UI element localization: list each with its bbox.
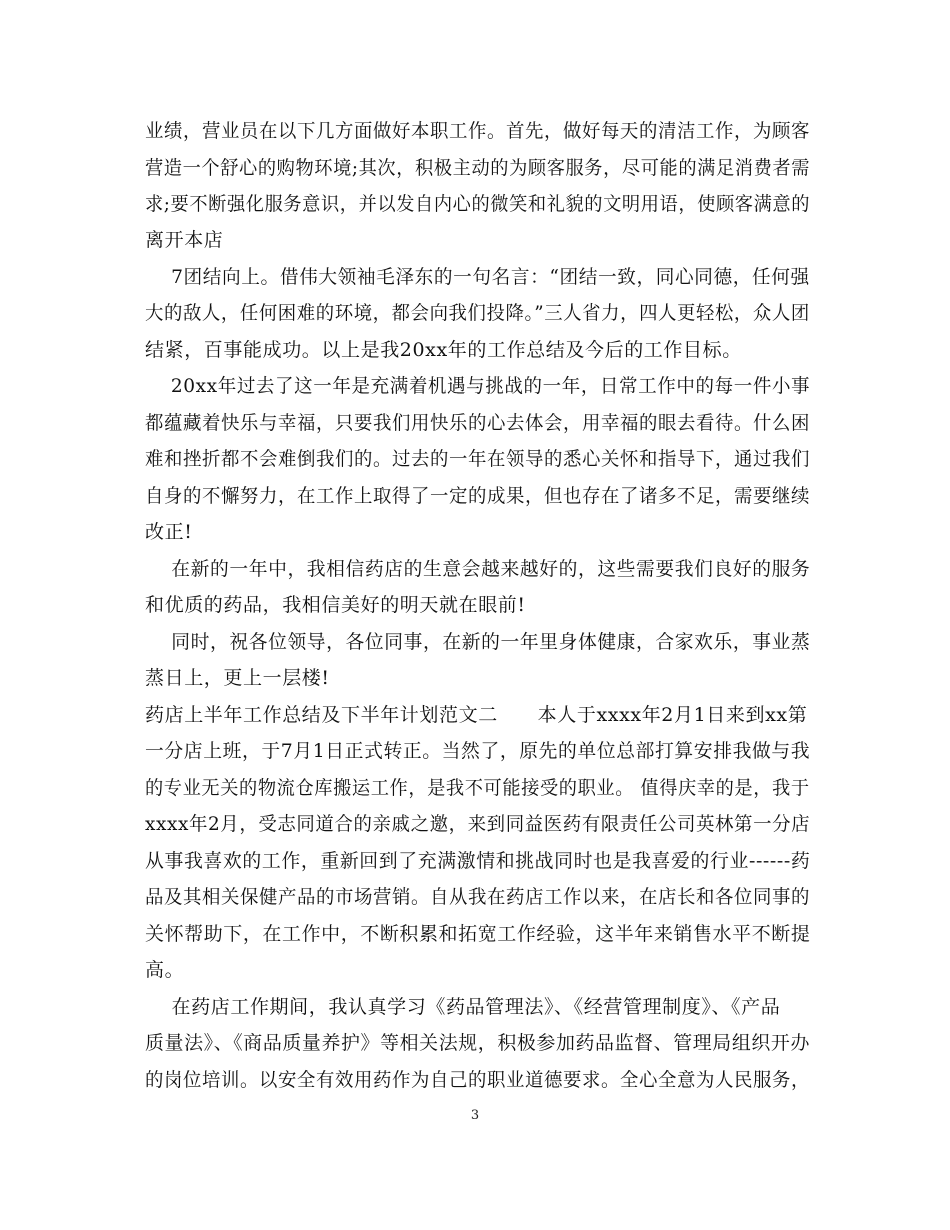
text-line: 求;要不断强化服务意识，并以发自内心的微笑和礼貌的文明用语，使顾客满意的 <box>145 193 811 215</box>
text-line: 品及其相关保健产品的市场营销。自从我在药店工作以来，在店长和各位同事的 <box>145 886 811 908</box>
text-line: 难和挫折都不会难倒我们的。过去的一年在领导的悉心关怀和指导下，通过我们 <box>145 448 811 470</box>
text-line: 的专业无关的物流仓库搬运工作，是我不可能接受的职业。 值得庆幸的是，我于 <box>145 777 810 799</box>
text-line: 自身的不懈努力，在工作上取得了一定的成果，但也存在了诸多不足，需要继续 <box>145 485 811 507</box>
text-line: 离开本店 <box>145 229 224 251</box>
text-line: 关怀帮助下，在工作中，不断积累和拓宽工作经验，这半年来销售水平不断提 <box>145 923 811 945</box>
page-number: 3 <box>470 1108 480 1123</box>
text-line: 和优质的药品，我相信美好的明天就在眼前! <box>145 594 526 616</box>
text-line: 营造一个舒心的购物环境;其次，积极主动的为顾客服务，尽可能的满足消费者需 <box>145 157 811 179</box>
text-line: 20xx年过去了这一年是充满着机遇与挑战的一年，日常工作中的每一件小事 <box>145 375 811 397</box>
text-line: 改正! <box>145 521 193 543</box>
text-line: 同时，祝各位领导，各位同事，在新的一年里身体健康，合家欢乐，事业蒸 <box>145 631 811 653</box>
text-line: 结紧，百事能成功。以上是我20xx年的工作总结及今后的工作目标。 <box>145 339 742 361</box>
text-line: 一分店上班，于7月1日正式转正。当然了，原先的单位总部打算安排我做与我 <box>145 740 811 762</box>
text-line: 高。 <box>145 959 185 981</box>
section-heading-line: 药店上半年工作总结及下半年计划范文二 本人于xxxx年2月1日来到xx第 <box>145 704 808 726</box>
text-line: 业绩，营业员在以下几方面做好本职工作。首先，做好每天的清洁工作，为顾客 <box>145 120 811 142</box>
text-line: 质量法》、《商品质量养护》等相关法规，积极参加药品监督、管理局组织开办 <box>145 1032 811 1054</box>
text-line: 从事我喜欢的工作，重新回到了充满激情和挑战同时也是我喜爱的行业------药 <box>145 850 811 872</box>
text-line: 7团结向上。借伟大领袖毛泽东的一句名言：“团结一致，同心同德，任何强 <box>145 266 810 288</box>
text-line: 的岗位培训。以安全有效用药作为自己的职业道德要求。全心全意为人民服务， <box>145 1069 811 1091</box>
text-line: 大的敌人，任何困难的环境，都会向我们投降。”三人省力，四人更轻松，众人团 <box>145 302 810 324</box>
text-line: xxxx年2月，受志同道合的亲戚之邀，来到同益医药有限责任公司英林第一分店 <box>145 813 811 835</box>
text-line: 在新的一年中，我相信药店的生意会越来越好的，这些需要我们良好的服务 <box>145 558 811 580</box>
text-line: 蒸日上，更上一层楼! <box>145 667 330 689</box>
text-line: 都蕴藏着快乐与幸福，只要我们用快乐的心去体会，用幸福的眼去看待。什么困 <box>145 412 811 434</box>
text-line: 在药店工作期间，我认真学习《药品管理法》、《经营管理制度》、《产品 <box>145 996 781 1018</box>
